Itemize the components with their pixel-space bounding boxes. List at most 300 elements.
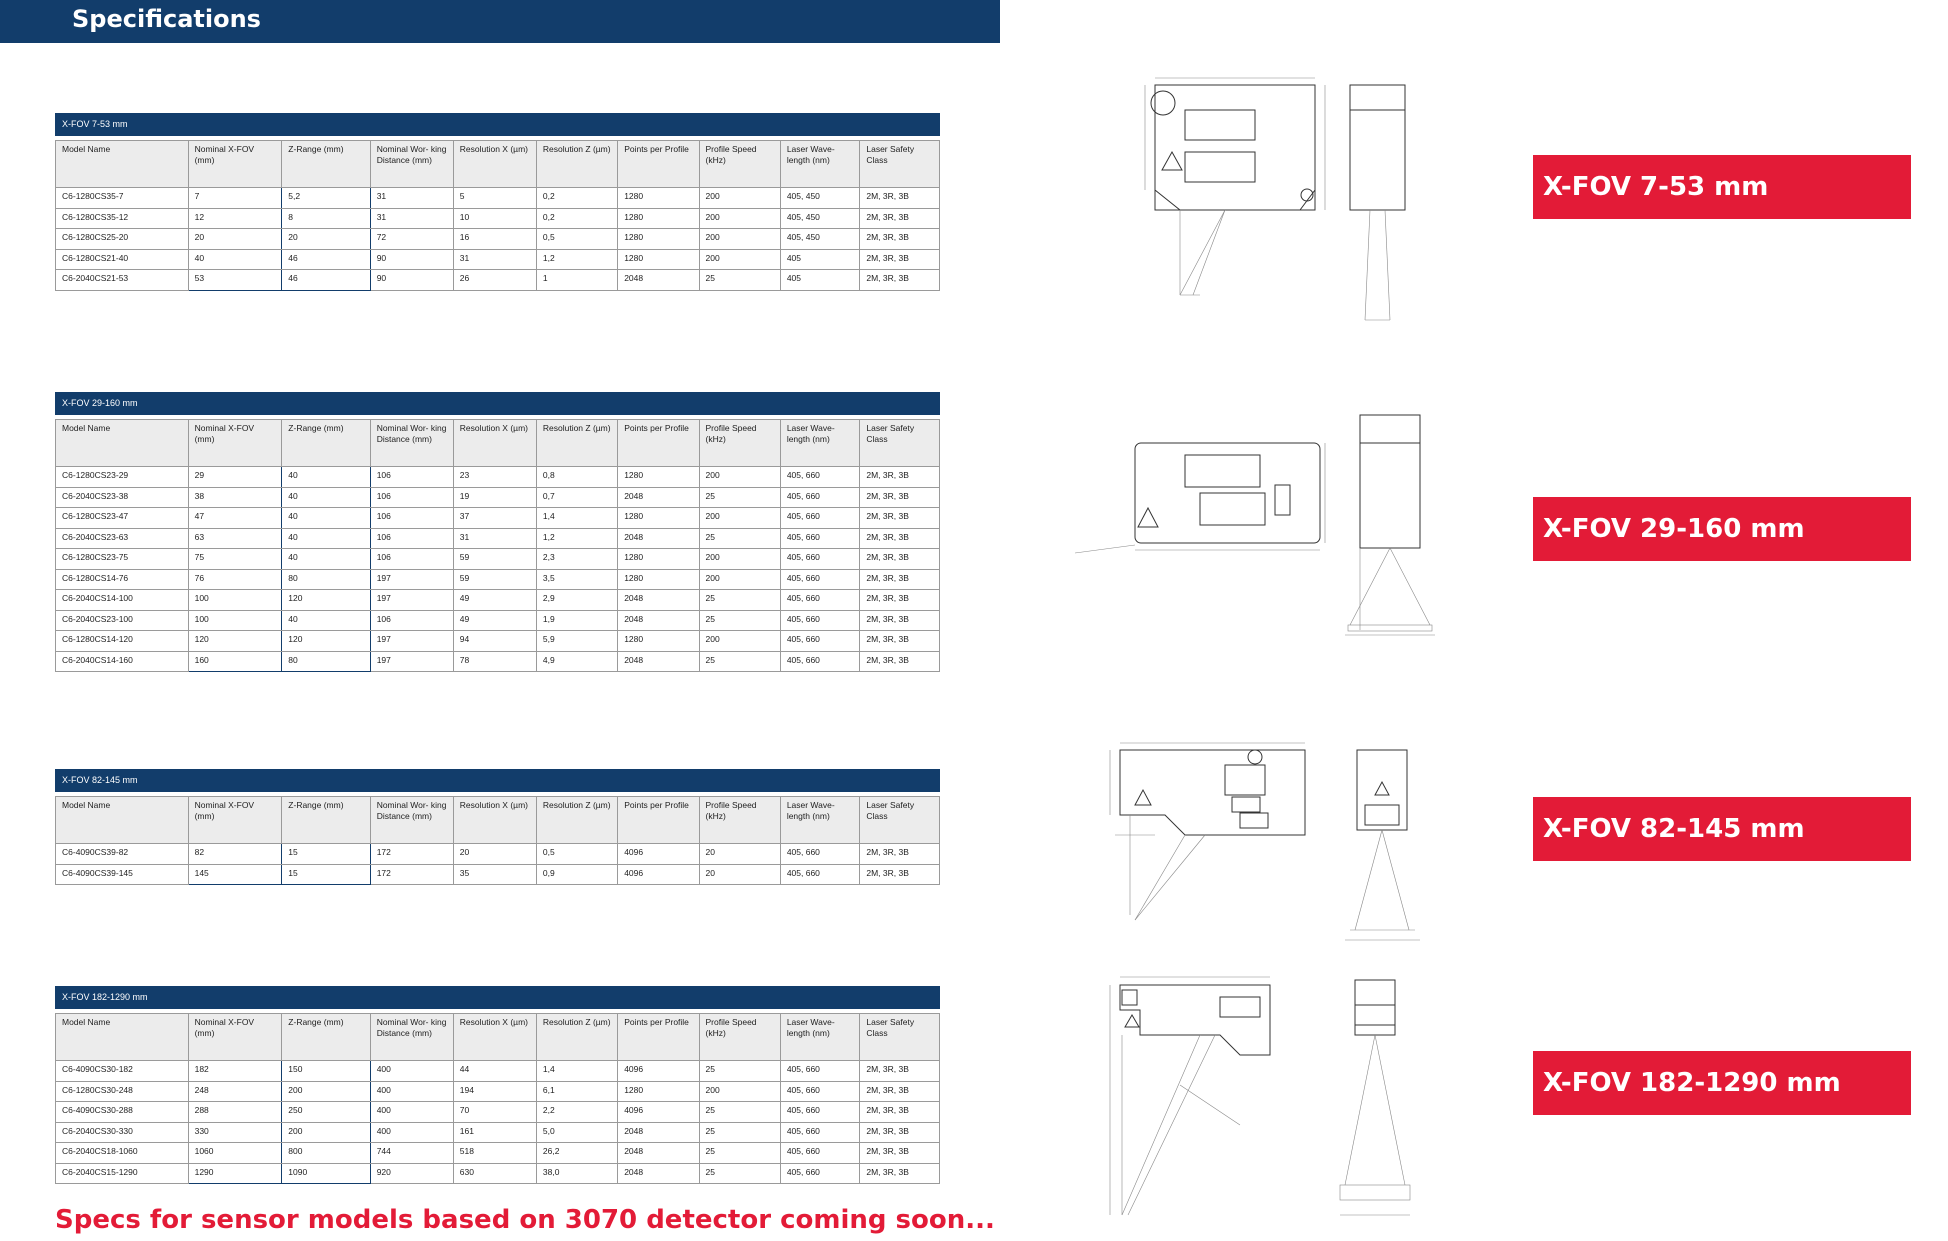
table-cell: 1290	[188, 1163, 282, 1184]
table-cell: 2M, 3R, 3B	[860, 1122, 940, 1143]
table-cell: 12	[188, 208, 282, 229]
table-cell: 200	[282, 1081, 370, 1102]
table-caption: X-FOV 82-145 mm	[55, 769, 940, 792]
table-cell: 0,8	[536, 467, 617, 488]
table-cell: 4096	[618, 1102, 699, 1123]
table-cell: 197	[370, 631, 453, 652]
table-cell: 172	[370, 864, 453, 885]
spec-table-block	[55, 392, 940, 672]
table-row	[56, 1081, 940, 1102]
table-cell: 200	[699, 1081, 780, 1102]
table-cell: 400	[370, 1081, 453, 1102]
table-cell: 2048	[618, 270, 699, 291]
column-header: Laser Safety Class	[860, 141, 940, 188]
table-cell: 106	[370, 610, 453, 631]
table-cell: 38,0	[536, 1163, 617, 1184]
table-cell: 35	[453, 864, 536, 885]
spec-table-block	[55, 113, 940, 291]
table-cell: 80	[282, 569, 370, 590]
table-cell: 2M, 3R, 3B	[860, 610, 940, 631]
table-cell: 2M, 3R, 3B	[860, 631, 940, 652]
column-header: Nominal Wor- king Distance (mm)	[370, 797, 453, 844]
column-header: Laser Wave- length (nm)	[780, 1014, 860, 1061]
table-cell: 2048	[618, 590, 699, 611]
table-cell: 405, 450	[780, 229, 860, 250]
table-cell: C6-2040CS23-38	[56, 487, 189, 508]
table-cell: 2048	[618, 610, 699, 631]
table-cell: 197	[370, 569, 453, 590]
table-cell: 405, 450	[780, 188, 860, 209]
table-row	[56, 1102, 940, 1123]
table-cell: 25	[699, 1122, 780, 1143]
table-row	[56, 844, 940, 865]
table-cell: C6-1280CS14-76	[56, 569, 189, 590]
table-cell: 2M, 3R, 3B	[860, 208, 940, 229]
table-cell: C6-1280CS23-75	[56, 549, 189, 570]
spec-table-block	[55, 986, 940, 1184]
table-row	[56, 188, 940, 209]
column-header: Resolution Z (µm)	[536, 141, 617, 188]
table-cell: 405, 660	[780, 1122, 860, 1143]
table-cell: 2M, 3R, 3B	[860, 229, 940, 250]
table-cell: 1280	[618, 208, 699, 229]
column-header: Points per Profile	[618, 797, 699, 844]
table-cell: 200	[699, 188, 780, 209]
table-cell: 1,9	[536, 610, 617, 631]
table-cell: 405, 660	[780, 864, 860, 885]
table-cell: 31	[370, 188, 453, 209]
header-row	[56, 420, 940, 467]
table-cell: 25	[699, 1163, 780, 1184]
spec-table-block	[55, 769, 940, 885]
column-header: Points per Profile	[618, 141, 699, 188]
table-cell: 405, 660	[780, 610, 860, 631]
table-cell: 10	[453, 208, 536, 229]
table-cell: 518	[453, 1143, 536, 1164]
table-cell: 2M, 3R, 3B	[860, 549, 940, 570]
table-cell: C6-2040CS23-63	[56, 528, 189, 549]
table-cell: 405, 660	[780, 487, 860, 508]
table-cell: 15	[282, 864, 370, 885]
table-cell: 2048	[618, 1122, 699, 1143]
table-cell: 1,4	[536, 508, 617, 529]
column-header: Z-Range (mm)	[282, 1014, 370, 1061]
table-row	[56, 864, 940, 885]
spec-table	[55, 419, 940, 672]
column-header: Resolution X (µm)	[453, 420, 536, 467]
table-cell: 40	[282, 610, 370, 631]
column-header: Nominal X-FOV (mm)	[188, 141, 282, 188]
column-header: Nominal X-FOV (mm)	[188, 420, 282, 467]
table-row	[56, 590, 940, 611]
table-cell: 120	[282, 631, 370, 652]
range-label: X-FOV 82-145 mm	[1533, 797, 1911, 861]
table-cell: 400	[370, 1061, 453, 1082]
table-cell: 405	[780, 270, 860, 291]
table-row	[56, 631, 940, 652]
table-cell: 0,5	[536, 229, 617, 250]
table-cell: 200	[699, 229, 780, 250]
table-row	[56, 1163, 940, 1184]
table-cell: 20	[453, 844, 536, 865]
technical-drawing-182-1290	[1100, 965, 1420, 1230]
table-cell: 120	[188, 631, 282, 652]
table-cell: 5	[453, 188, 536, 209]
column-header: Profile Speed (kHz)	[699, 420, 780, 467]
table-cell: C6-2040CS18-1060	[56, 1143, 189, 1164]
table-cell: 160	[188, 651, 282, 672]
table-cell: 405, 660	[780, 631, 860, 652]
table-cell: 197	[370, 651, 453, 672]
table-row	[56, 651, 940, 672]
table-row	[56, 270, 940, 291]
table-cell: C6-4090CS39-145	[56, 864, 189, 885]
table-cell: 800	[282, 1143, 370, 1164]
table-cell: 2M, 3R, 3B	[860, 1102, 940, 1123]
column-header: Model Name	[56, 1014, 189, 1061]
table-cell: 4096	[618, 1061, 699, 1082]
table-cell: 7	[188, 188, 282, 209]
table-cell: 25	[699, 651, 780, 672]
table-cell: 1090	[282, 1163, 370, 1184]
table-cell: 2M, 3R, 3B	[860, 508, 940, 529]
table-cell: 405, 660	[780, 651, 860, 672]
table-cell: 0,9	[536, 864, 617, 885]
column-header: Points per Profile	[618, 420, 699, 467]
table-cell: 82	[188, 844, 282, 865]
column-header: Laser Wave- length (nm)	[780, 420, 860, 467]
table-cell: 2M, 3R, 3B	[860, 1061, 940, 1082]
column-header: Resolution X (µm)	[453, 797, 536, 844]
table-cell: 2M, 3R, 3B	[860, 188, 940, 209]
table-cell: 1280	[618, 631, 699, 652]
table-cell: 25	[699, 590, 780, 611]
table-cell: 405, 660	[780, 590, 860, 611]
table-cell: 106	[370, 467, 453, 488]
table-cell: 40	[282, 508, 370, 529]
header-row	[56, 141, 940, 188]
table-cell: 106	[370, 487, 453, 508]
table-cell: 1	[536, 270, 617, 291]
table-cell: 26	[453, 270, 536, 291]
table-cell: 5,2	[282, 188, 370, 209]
table-row	[56, 508, 940, 529]
table-cell: C6-2040CS21-53	[56, 270, 189, 291]
table-cell: 46	[282, 249, 370, 270]
table-cell: 200	[699, 569, 780, 590]
table-cell: C6-1280CS35-7	[56, 188, 189, 209]
column-header: Laser Wave- length (nm)	[780, 797, 860, 844]
table-cell: 40	[282, 549, 370, 570]
column-header: Points per Profile	[618, 1014, 699, 1061]
table-cell: 200	[699, 208, 780, 229]
table-cell: 405, 660	[780, 549, 860, 570]
technical-drawing-82-145	[1095, 725, 1425, 945]
table-cell: 194	[453, 1081, 536, 1102]
table-row	[56, 1122, 940, 1143]
table-cell: 200	[699, 249, 780, 270]
table-caption: X-FOV 7-53 mm	[55, 113, 940, 136]
column-header: Resolution Z (µm)	[536, 1014, 617, 1061]
header-row	[56, 1014, 940, 1061]
table-cell: 197	[370, 590, 453, 611]
table-cell: 2M, 3R, 3B	[860, 1081, 940, 1102]
table-cell: 40	[188, 249, 282, 270]
table-cell: 250	[282, 1102, 370, 1123]
table-cell: 25	[699, 270, 780, 291]
table-cell: 2048	[618, 528, 699, 549]
table-cell: 49	[453, 590, 536, 611]
table-cell: 2,2	[536, 1102, 617, 1123]
table-cell: 200	[699, 631, 780, 652]
table-cell: 2M, 3R, 3B	[860, 569, 940, 590]
table-cell: 405, 660	[780, 1143, 860, 1164]
table-cell: 25	[699, 610, 780, 631]
table-cell: 31	[453, 249, 536, 270]
technical-drawing-29-160	[1060, 405, 1460, 655]
header-bar	[0, 0, 1000, 43]
table-cell: 46	[282, 270, 370, 291]
table-cell: C6-1280CS14-120	[56, 631, 189, 652]
table-cell: 0,2	[536, 188, 617, 209]
table-cell: 405, 660	[780, 1163, 860, 1184]
table-cell: 75	[188, 549, 282, 570]
table-cell: 2M, 3R, 3B	[860, 844, 940, 865]
table-row	[56, 569, 940, 590]
table-cell: 4,9	[536, 651, 617, 672]
column-header: Model Name	[56, 797, 189, 844]
spec-table	[55, 1013, 940, 1184]
table-cell: 2048	[618, 1143, 699, 1164]
table-cell: 1280	[618, 467, 699, 488]
table-cell: C6-1280CS23-47	[56, 508, 189, 529]
column-header: Resolution X (µm)	[453, 141, 536, 188]
table-cell: 80	[282, 651, 370, 672]
table-cell: 1,4	[536, 1061, 617, 1082]
column-header: Resolution Z (µm)	[536, 797, 617, 844]
column-header: Resolution X (µm)	[453, 1014, 536, 1061]
table-cell: C6-2040CS30-330	[56, 1122, 189, 1143]
table-cell: 94	[453, 631, 536, 652]
column-header: Laser Safety Class	[860, 420, 940, 467]
table-row	[56, 1061, 940, 1082]
table-cell: 1280	[618, 249, 699, 270]
table-cell: 2048	[618, 1163, 699, 1184]
table-cell: 1280	[618, 229, 699, 250]
column-header: Resolution Z (µm)	[536, 420, 617, 467]
table-cell: 44	[453, 1061, 536, 1082]
table-cell: 1280	[618, 1081, 699, 1102]
column-header: Nominal Wor- king Distance (mm)	[370, 420, 453, 467]
column-header: Nominal X-FOV (mm)	[188, 797, 282, 844]
spec-table	[55, 140, 940, 291]
table-cell: 25	[699, 1102, 780, 1123]
table-cell: 16	[453, 229, 536, 250]
table-cell: 161	[453, 1122, 536, 1143]
table-cell: 405, 660	[780, 569, 860, 590]
table-cell: 26,2	[536, 1143, 617, 1164]
table-cell: 25	[699, 1061, 780, 1082]
table-cell: 3,5	[536, 569, 617, 590]
table-cell: 400	[370, 1122, 453, 1143]
table-cell: 1280	[618, 188, 699, 209]
table-cell: 20	[188, 229, 282, 250]
table-cell: 2,9	[536, 590, 617, 611]
column-header: Nominal Wor- king Distance (mm)	[370, 141, 453, 188]
table-cell: 150	[282, 1061, 370, 1082]
table-cell: 0,5	[536, 844, 617, 865]
table-cell: 63	[188, 528, 282, 549]
table-cell: 47	[188, 508, 282, 529]
range-label: X-FOV 182-1290 mm	[1533, 1051, 1911, 1115]
table-cell: 405, 660	[780, 1081, 860, 1102]
table-cell: 2M, 3R, 3B	[860, 467, 940, 488]
column-header: Laser Wave- length (nm)	[780, 141, 860, 188]
table-cell: 288	[188, 1102, 282, 1123]
table-cell: C6-1280CS23-29	[56, 467, 189, 488]
table-cell: 40	[282, 467, 370, 488]
table-cell: 405, 660	[780, 1061, 860, 1082]
table-row	[56, 208, 940, 229]
table-cell: 29	[188, 467, 282, 488]
table-row	[56, 487, 940, 508]
column-header: Profile Speed (kHz)	[699, 141, 780, 188]
table-cell: 49	[453, 610, 536, 631]
table-cell: 4096	[618, 864, 699, 885]
table-caption: X-FOV 29-160 mm	[55, 392, 940, 415]
column-header: Laser Safety Class	[860, 797, 940, 844]
table-cell: 405	[780, 249, 860, 270]
table-cell: 145	[188, 864, 282, 885]
table-cell: 31	[453, 528, 536, 549]
table-cell: C6-2040CS14-160	[56, 651, 189, 672]
column-header: Model Name	[56, 141, 189, 188]
table-cell: 405, 450	[780, 208, 860, 229]
table-cell: 106	[370, 528, 453, 549]
table-cell: 20	[282, 229, 370, 250]
spec-table	[55, 796, 940, 885]
table-cell: 405, 660	[780, 508, 860, 529]
table-row	[56, 610, 940, 631]
table-cell: 15	[282, 844, 370, 865]
table-row	[56, 249, 940, 270]
table-cell: 0,7	[536, 487, 617, 508]
table-cell: 2M, 3R, 3B	[860, 1163, 940, 1184]
table-cell: C6-1280CS21-40	[56, 249, 189, 270]
table-cell: 1,2	[536, 249, 617, 270]
table-cell: 40	[282, 528, 370, 549]
header-row	[56, 797, 940, 844]
column-header: Nominal Wor- king Distance (mm)	[370, 1014, 453, 1061]
table-cell: 100	[188, 590, 282, 611]
table-cell: 37	[453, 508, 536, 529]
table-cell: 2M, 3R, 3B	[860, 1143, 940, 1164]
footer-note: Specs for sensor models based on 3070 detector coming soon...	[55, 1205, 995, 1235]
table-cell: 25	[699, 1143, 780, 1164]
column-header: Profile Speed (kHz)	[699, 797, 780, 844]
table-cell: 106	[370, 549, 453, 570]
table-row	[56, 229, 940, 250]
table-cell: 200	[699, 467, 780, 488]
table-cell: 405, 660	[780, 1102, 860, 1123]
table-cell: 2048	[618, 487, 699, 508]
table-cell: 1280	[618, 569, 699, 590]
column-header: Laser Safety Class	[860, 1014, 940, 1061]
table-cell: 72	[370, 229, 453, 250]
table-cell: 200	[699, 508, 780, 529]
table-cell: 1280	[618, 549, 699, 570]
table-cell: 20	[699, 844, 780, 865]
table-cell: 744	[370, 1143, 453, 1164]
table-cell: C6-1280CS30-248	[56, 1081, 189, 1102]
table-cell: 1280	[618, 508, 699, 529]
table-cell: 106	[370, 508, 453, 529]
table-cell: C6-4090CS30-288	[56, 1102, 189, 1123]
table-cell: 53	[188, 270, 282, 291]
table-cell: 78	[453, 651, 536, 672]
table-cell: 405, 660	[780, 528, 860, 549]
table-cell: C6-4090CS39-82	[56, 844, 189, 865]
table-cell: 100	[188, 610, 282, 631]
column-header: Z-Range (mm)	[282, 797, 370, 844]
table-cell: C6-1280CS25-20	[56, 229, 189, 250]
table-row	[56, 1143, 940, 1164]
table-cell: 630	[453, 1163, 536, 1184]
table-cell: 40	[282, 487, 370, 508]
table-cell: 5,9	[536, 631, 617, 652]
table-cell: 182	[188, 1061, 282, 1082]
column-header: Z-Range (mm)	[282, 141, 370, 188]
table-cell: C6-2040CS14-100	[56, 590, 189, 611]
table-cell: 23	[453, 467, 536, 488]
table-cell: 2M, 3R, 3B	[860, 270, 940, 291]
table-cell: 2M, 3R, 3B	[860, 864, 940, 885]
table-cell: C6-4090CS30-182	[56, 1061, 189, 1082]
table-cell: 330	[188, 1122, 282, 1143]
table-cell: 400	[370, 1102, 453, 1123]
table-cell: 59	[453, 569, 536, 590]
table-cell: 2M, 3R, 3B	[860, 651, 940, 672]
table-cell: 8	[282, 208, 370, 229]
table-cell: 31	[370, 208, 453, 229]
table-cell: 405, 660	[780, 844, 860, 865]
page-title: Specifications	[72, 5, 261, 33]
table-cell: 2M, 3R, 3B	[860, 487, 940, 508]
table-cell: 2M, 3R, 3B	[860, 590, 940, 611]
technical-drawing-7-53	[1125, 70, 1445, 330]
table-cell: C6-1280CS35-12	[56, 208, 189, 229]
column-header: Z-Range (mm)	[282, 420, 370, 467]
column-header: Model Name	[56, 420, 189, 467]
table-cell: 405, 660	[780, 467, 860, 488]
table-cell: 2M, 3R, 3B	[860, 528, 940, 549]
table-cell: 19	[453, 487, 536, 508]
table-cell: 2M, 3R, 3B	[860, 249, 940, 270]
table-cell: 38	[188, 487, 282, 508]
table-cell: 5,0	[536, 1122, 617, 1143]
table-cell: 248	[188, 1081, 282, 1102]
range-label: X-FOV 7-53 mm	[1533, 155, 1911, 219]
column-header: Nominal X-FOV (mm)	[188, 1014, 282, 1061]
table-cell: 25	[699, 528, 780, 549]
table-row	[56, 467, 940, 488]
table-cell: C6-2040CS15-1290	[56, 1163, 189, 1184]
column-header: Profile Speed (kHz)	[699, 1014, 780, 1061]
table-cell: 2,3	[536, 549, 617, 570]
table-cell: 1060	[188, 1143, 282, 1164]
table-cell: 59	[453, 549, 536, 570]
table-cell: 25	[699, 487, 780, 508]
